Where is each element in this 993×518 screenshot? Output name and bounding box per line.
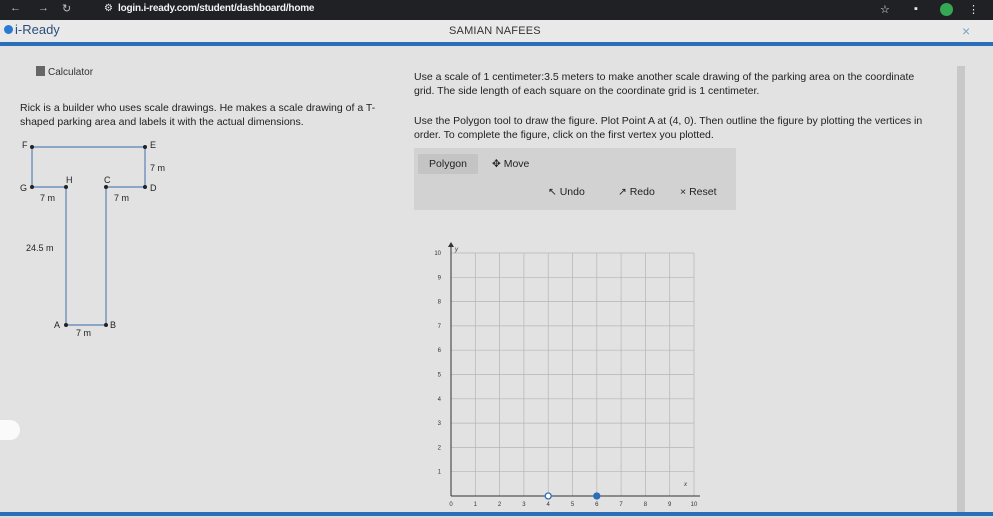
y-axis-arrow xyxy=(448,242,454,247)
y-tick-label: 2 xyxy=(437,445,441,452)
x-tick-label: 9 xyxy=(668,502,672,508)
brand-logo[interactable] xyxy=(4,22,60,37)
y-tick-label: 9 xyxy=(437,275,441,282)
y-tick-label: 1 xyxy=(437,469,441,476)
reset-button[interactable] xyxy=(680,186,717,198)
x-tick-label: 8 xyxy=(643,502,648,508)
point-label-f: F xyxy=(22,140,28,150)
redo-label: Redo xyxy=(629,186,655,198)
plotted-point[interactable] xyxy=(594,493,600,499)
dim-bottom: 7 m xyxy=(76,328,92,336)
undo-button[interactable] xyxy=(548,186,585,198)
dim-top: 7 m xyxy=(150,163,166,173)
graph-toolbar xyxy=(414,148,736,210)
browser-menu-icon[interactable]: ⋮ xyxy=(968,4,979,16)
point-label-c: C xyxy=(104,175,111,185)
y-tick-label: 5 xyxy=(437,372,441,379)
x-tick-label: 6 xyxy=(595,502,599,508)
x-tick-label: 3 xyxy=(522,502,526,508)
y-tick-label: 6 xyxy=(437,348,441,355)
reload-icon[interactable]: ↻ xyxy=(62,3,72,15)
extension-icon[interactable]: ▪ xyxy=(914,3,918,15)
back-icon[interactable]: ← xyxy=(10,2,21,14)
lesson-content xyxy=(0,46,993,516)
point-label-b: B xyxy=(110,320,117,330)
x-tick-label: 10 xyxy=(690,502,698,508)
site-info-icon[interactable]: ⚙ xyxy=(104,3,113,14)
y-tick-label: 10 xyxy=(434,251,441,257)
x-axis-label: x xyxy=(684,482,687,488)
instruction-polygon: Use the Polygon tool to draw the figure. Plot Point A at (4, 0). Then outline the figure by plotting the vertices in order. To complete the figure, click on the first vertex you plotted. xyxy=(414,115,923,141)
x-tick-label: 2 xyxy=(497,502,502,508)
calculator-label: Calculator xyxy=(48,67,94,78)
redo-icon: ↗ xyxy=(618,186,630,198)
move-label: Move xyxy=(503,158,530,170)
point-label-a: A xyxy=(54,320,61,330)
t-shape-figure xyxy=(0,136,200,336)
x-tick-label: 0 xyxy=(449,502,453,508)
reset-label: Reset xyxy=(689,186,717,198)
calculator-icon xyxy=(36,66,45,76)
instruction-scale: Use a scale of 1 centimeter:3.5 meters to make another scale drawing of the parking area on the coordinate grid. The side length of each square on the coordinate grid is 1 centimeter. xyxy=(414,71,915,97)
dim-right-arm: 7 m xyxy=(114,193,130,203)
reset-icon: × xyxy=(680,186,690,198)
point-label-d: D xyxy=(150,183,157,193)
footer-bar xyxy=(0,512,993,516)
x-tick-label: 1 xyxy=(473,502,477,508)
forward-icon[interactable]: → xyxy=(38,2,49,14)
problem-text: Rick is a builder who uses scale drawings. He makes a scale drawing of a T-shaped parking area and labels it with the actual dimensions. xyxy=(20,102,376,128)
calculator-button[interactable] xyxy=(36,66,93,78)
iready-logo-icon xyxy=(4,25,13,34)
move-tool-button[interactable] xyxy=(492,154,529,174)
coordinate-grid[interactable] xyxy=(420,218,720,518)
bookmark-star-icon[interactable]: ☆ xyxy=(880,4,890,16)
x-tick-label: 5 xyxy=(570,502,575,508)
student-name: SAMIAN NAFEES xyxy=(449,25,541,37)
address-bar[interactable]: login.i-ready.com/student/dashboard/home xyxy=(118,3,315,14)
side-tab xyxy=(0,420,20,440)
brand-name: i-Ready xyxy=(15,22,60,37)
dim-stem: 24.5 m xyxy=(26,243,54,253)
point-label-e: E xyxy=(150,140,157,150)
polygon-tool-button[interactable]: Polygon xyxy=(418,154,478,174)
undo-label: Undo xyxy=(559,186,585,198)
y-tick-label: 3 xyxy=(437,421,441,428)
x-tick-label: 7 xyxy=(619,502,623,508)
y-tick-label: 7 xyxy=(437,323,441,330)
plotted-point[interactable] xyxy=(545,493,551,499)
x-tick-label: 4 xyxy=(546,502,550,508)
close-icon[interactable]: × xyxy=(962,23,971,39)
redo-button[interactable] xyxy=(618,186,655,198)
y-tick-label: 4 xyxy=(437,396,441,403)
scrollbar[interactable] xyxy=(957,66,965,516)
app-header xyxy=(0,20,993,46)
profile-avatar[interactable] xyxy=(940,3,953,16)
y-axis-label: y xyxy=(455,247,458,253)
point-label-h: H xyxy=(66,175,73,185)
dim-left-arm: 7 m xyxy=(40,193,56,203)
move-icon: ✥ xyxy=(492,158,504,170)
browser-toolbar xyxy=(0,0,993,20)
point-label-g: G xyxy=(20,183,28,193)
undo-icon: ↖ xyxy=(548,186,560,198)
y-tick-label: 8 xyxy=(437,299,441,306)
